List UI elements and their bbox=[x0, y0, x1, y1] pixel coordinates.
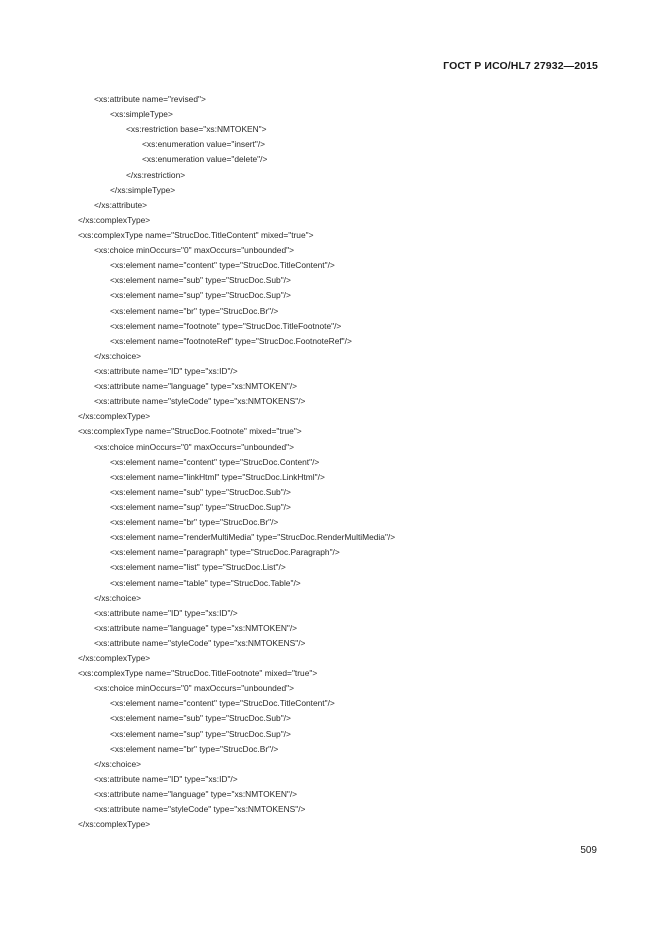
code-line: <xs:complexType name="StrucDoc.Footnote" mixed="true"> bbox=[78, 426, 302, 437]
code-line: <xs:element name="br" type="StrucDoc.Br"/> bbox=[110, 517, 279, 528]
code-line: <xs:complexType name="StrucDoc.TitleContent" mixed="true"> bbox=[78, 229, 314, 240]
code-line: <xs:element name="list" type="StrucDoc.List"/> bbox=[110, 562, 286, 573]
code-line: <xs:enumeration value="delete"/> bbox=[142, 154, 268, 165]
xml-schema-listing bbox=[78, 92, 621, 832]
code-line: <xs:choice minOccurs="0" maxOccurs="unbounded"> bbox=[94, 441, 294, 452]
code-line: </xs:simpleType> bbox=[110, 184, 176, 195]
code-line: <xs:simpleType> bbox=[110, 109, 173, 120]
code-line: </xs:complexType> bbox=[78, 411, 151, 422]
code-line: <xs:attribute name="ID" type="xs:ID"/> bbox=[94, 365, 238, 376]
code-line: <xs:element name="content" type="StrucDoc.TitleContent"/> bbox=[110, 698, 335, 709]
code-line: <xs:element name="br" type="StrucDoc.Br"/> bbox=[110, 305, 279, 316]
code-line: <xs:complexType name="StrucDoc.TitleFootnote" mixed="true"> bbox=[78, 668, 318, 679]
code-line: <xs:element name="sup" type="StrucDoc.Sup"/> bbox=[110, 501, 291, 512]
code-line: <xs:attribute name="styleCode" type="xs:NMTOKENS"/> bbox=[94, 804, 306, 815]
code-line: <xs:restriction base="xs:NMTOKEN"> bbox=[126, 124, 267, 135]
code-line: <xs:element name="linkHtml" type="StrucDoc.LinkHtml"/> bbox=[110, 471, 325, 482]
code-line: <xs:enumeration value="insert"/> bbox=[142, 139, 266, 150]
code-line: <xs:element name="br" type="StrucDoc.Br"/> bbox=[110, 743, 279, 754]
code-line: <xs:attribute name="language" type="xs:NMTOKEN"/> bbox=[94, 789, 298, 800]
document-header: ГОСТ Р ИСО/HL7 27932—2015 bbox=[443, 60, 598, 72]
code-line: <xs:element name="renderMultiMedia" type="StrucDoc.RenderMultiMedia"/> bbox=[110, 532, 396, 543]
code-line: <xs:attribute name="revised"> bbox=[94, 94, 206, 104]
code-line: <xs:attribute name="language" type="xs:NMTOKEN"/> bbox=[94, 622, 298, 633]
code-line: </xs:restriction> bbox=[126, 169, 186, 180]
code-line: <xs:element name="sub" type="StrucDoc.Sub"/> bbox=[110, 486, 291, 497]
code-line: <xs:element name="footnoteRef" type="StrucDoc.FootnoteRef"/> bbox=[110, 335, 352, 346]
code-line: <xs:choice minOccurs="0" maxOccurs="unbounded"> bbox=[94, 683, 294, 694]
code-line: <xs:element name="sup" type="StrucDoc.Sup"/> bbox=[110, 728, 291, 739]
code-line: <xs:element name="content" type="StrucDoc.TitleContent"/> bbox=[110, 260, 335, 271]
code-line: </xs:complexType> bbox=[78, 819, 151, 830]
code-line: <xs:element name="content" type="StrucDoc.Content"/> bbox=[110, 456, 320, 467]
code-line: </xs:complexType> bbox=[78, 214, 151, 225]
code-line: </xs:choice> bbox=[94, 592, 142, 603]
code-line: <xs:attribute name="styleCode" type="xs:NMTOKENS"/> bbox=[94, 396, 306, 407]
code-line: </xs:complexType> bbox=[78, 653, 151, 664]
code-line: </xs:attribute> bbox=[94, 199, 148, 210]
code-line: <xs:attribute name="ID" type="xs:ID"/> bbox=[94, 773, 238, 784]
code-line: <xs:choice minOccurs="0" maxOccurs="unbounded"> bbox=[94, 245, 294, 256]
code-line: <xs:element name="sup" type="StrucDoc.Sup"/> bbox=[110, 290, 291, 301]
code-line: <xs:element name="footnote" type="StrucDoc.TitleFootnote"/> bbox=[110, 320, 342, 331]
code-line: <xs:attribute name="ID" type="xs:ID"/> bbox=[94, 607, 238, 618]
code-line: </xs:choice> bbox=[94, 758, 142, 769]
code-line: <xs:element name="table" type="StrucDoc.Table"/> bbox=[110, 577, 301, 588]
code-line: <xs:attribute name="language" type="xs:NMTOKEN"/> bbox=[94, 381, 298, 392]
page-number: 509 bbox=[580, 845, 597, 856]
code-line: </xs:choice> bbox=[94, 350, 142, 361]
code-line: <xs:attribute name="styleCode" type="xs:NMTOKENS"/> bbox=[94, 637, 306, 648]
code-line: <xs:element name="sub" type="StrucDoc.Sub"/> bbox=[110, 275, 291, 286]
code-line: <xs:element name="sub" type="StrucDoc.Sub"/> bbox=[110, 713, 291, 724]
code-line: <xs:element name="paragraph" type="StrucDoc.Paragraph"/> bbox=[110, 547, 340, 558]
